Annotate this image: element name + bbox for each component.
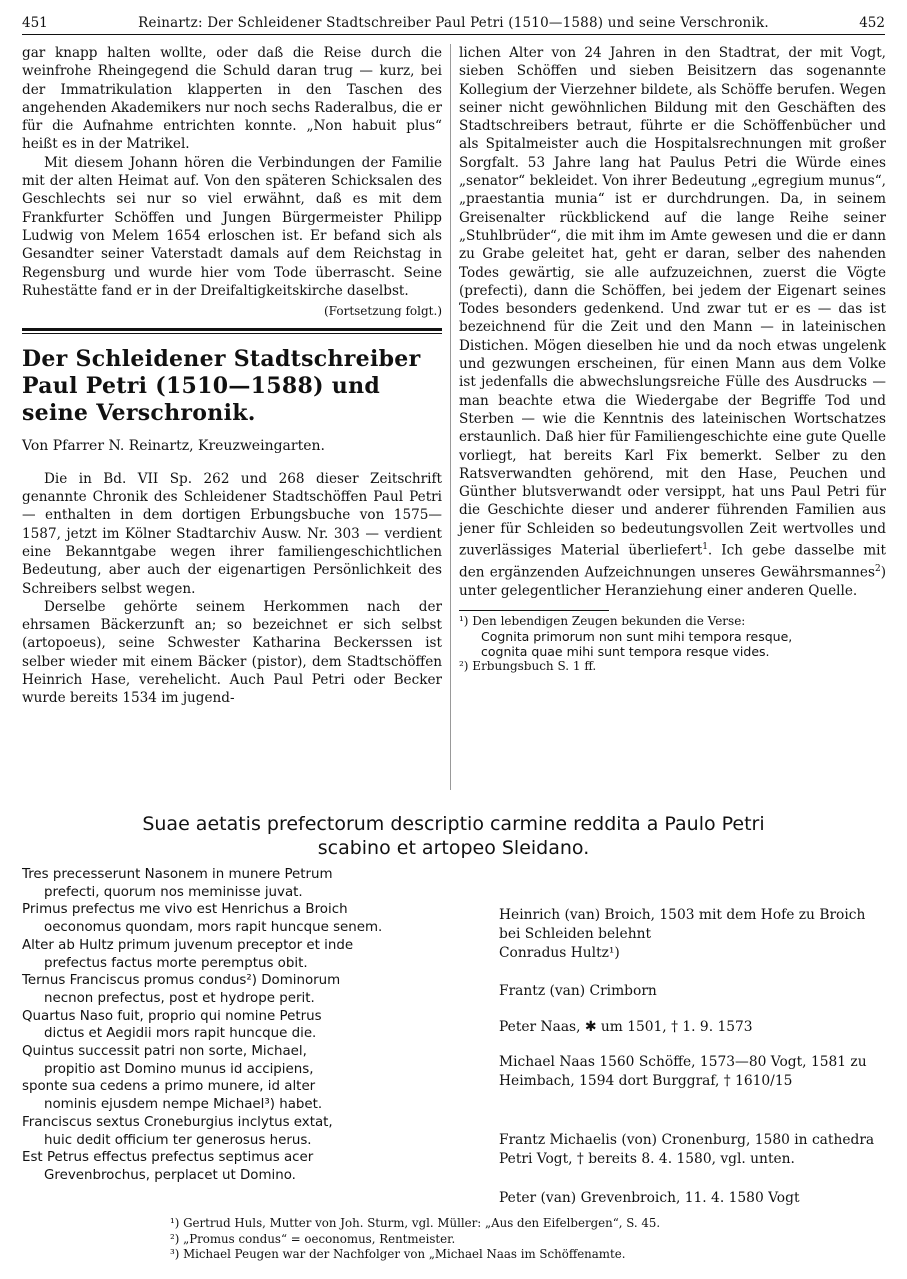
poem-line: dictus et Aegidii mors rapit huncque die. bbox=[44, 1026, 317, 1042]
poem-line: sponte sua cedens a primo munere, id alter bbox=[22, 1079, 316, 1095]
left-column bbox=[22, 44, 442, 708]
annotation: Frantz (van) Crimborn bbox=[499, 983, 657, 999]
paragraph: gar knapp halten wollte, oder daß die Reise durch die weinfrohe Rheingegend die Schuld daran trug — kurz, bei der Immatrikulation klapperten in den Taschen des angehenden Akademikers nur noch sechs Raderalbus, die er für die Aufnahme entrichten konnte. „Non habuit plus“ heißt es in der Matrikel. bbox=[22, 45, 442, 153]
annotation: Conradus Hultz¹) bbox=[499, 945, 620, 961]
paragraph: Die in Bd. VII Sp. 262 und 268 dieser Zeitschrift genannte Chronik des Schleidener Stadtschöffen Paul Petri — enthalten in dem dortigen Erbungsbuche von 1575—1587, jetzt im Kölner Stadtarchiv Ausw. Nr. 303 — verdient eine Bekanntgabe wegen ihrer familiengeschichtlichen Bedeutung, aber auch der eigenartigen Persönlichkeit des Schreibers selbst wegen. bbox=[22, 470, 442, 597]
poem-line: Quintus successit patri non sorte, Michael, bbox=[22, 1044, 307, 1060]
footnote: ¹) Gertrud Huls, Mutter von Joh. Sturm, vgl. Müller: „Aus den Eifelbergen“, S. 45. bbox=[170, 1216, 661, 1230]
poem-line: huic dedit officium ter generosus herus. bbox=[44, 1132, 312, 1148]
footnote: ¹) Den lebendigen Zeugen bekunden die Verse: Cognita primorum non sunt mihi tempora resque, cognita quae mihi sunt tempora resque vides. ²) Erbungsbuch S. 1 ff. bbox=[459, 614, 886, 674]
poem-line: prefectus factus morte peremptus obit. bbox=[44, 955, 308, 971]
footnote-ref: 1 bbox=[702, 542, 708, 553]
page-number-right: 452 bbox=[859, 15, 885, 31]
paragraph: lichen Alter von 24 Jahren in den Stadtrat, der mit Vogt, sieben Schöffen und sieben Beisitzern das sogenannte Kollegium der Vierzehner bildete, als Schöffe berufen. Wegen seiner nicht gewöhnlichen Bildung mit den Geschäften des Stadtschreibers betraut, führte er die Schöffenbücher und als Spitalmeister auch die Hospitalsrechnungen mit großer Sorgfalt. 53 Jahre lang hat Paulus Petri die Würde eines „senator“ bekleidet. Von ihrer Bedeutung „egregium munus“, „praestantia munia“ ist er durchdrungen. Da, in seinem Greisenalter rückblickend auf die lange Reihe seiner „Stuhlbrüder“, die mit ihm im Amte gewesen und die er dann zu Grabe geleitet hat, geht er daran, selber des nahenden Todes gewärtig, sie alle aufzuzeichnen, zuerst die Vögte (prefecti), dann die Schöffen, bei jedem der Eigenart seines Todes besonders gedenkend. Und zwar tut er es — das ist bezeichnend für die Zeit und den Mann — in lateinischen Distichen. Mögen dieselben hie und da noch etwas ungelenk und gezwungen erscheinen, für einen Mann aus dem Volke ist jedenfalls die abwechslungsreiche Fülle des Ausdrucks — man beachte etwa die Wiedergabe der Begriffe Tod und Sterben — wie die Kenntnis des lateinischen Wortschatzes erstaunlich. Daß hier für Familiengeschichte eine gute Quelle vorliegt, hat bereits Karl Fix bemerkt. Selber zu den Ratsverwandten gehörend, mit den Hase, Peuchen und Günther blutsverwandt oder versippt, hat uns Paul Petri für die Geschichte dieser und anderer führenden Familien aus jener für Schleiden so bedeutungsvollen Zeit wertvolles und zuverlässiges Material überliefert$^1$. Ich gebe dasselbe mit den ergänzenden Aufzeichnungen unseres Gewährsmannes$^2$) unter gelegentlicher Heranziehung einer anderen Quelle. bbox=[459, 45, 886, 599]
poem-line: propitio ast Domino munus id accipiens, bbox=[44, 1061, 314, 1077]
poem-line: prefecti, quorum nos meminisse juvat. bbox=[44, 884, 303, 900]
right-column bbox=[459, 44, 886, 674]
poem-line: Alter ab Hultz primum juvenum preceptor et inde bbox=[22, 937, 354, 953]
column-divider bbox=[450, 44, 451, 790]
running-title: Reinartz: Der Schleidener Stadtschreiber Paul Petri (1510—1588) und seine Verschronik. bbox=[138, 15, 769, 31]
footnote: ²) „Promus condus“ = oeconomus, Rentmeister. bbox=[170, 1231, 456, 1246]
poem-line: Ternus Franciscus promus condus²) Dominorum bbox=[22, 973, 341, 989]
footnote-quote: Cognita primorum non sunt mihi tempora resque, bbox=[481, 628, 793, 644]
poem-line: Quartus Naso fuit, proprio qui nomine Petrus bbox=[22, 1008, 322, 1024]
bottom-footnotes bbox=[170, 1216, 890, 1263]
poem-line: Franciscus sextus Croneburgius inclytus extat, bbox=[22, 1114, 333, 1130]
annotation: Michael Naas 1560 Schöffe, 1573—80 Vogt, 1581 zu Heimbach, 1594 dort Burggraf, † 1610/15 bbox=[499, 1054, 867, 1089]
section-rule bbox=[22, 328, 442, 334]
paragraph: Derselbe gehörte seinem Herkommen nach der ehrsamen Bäckerzunft an; so bezeichnet er sich selbst (artopoeus), seine Schwester Katharina Beckerssen ist selber wieder mit einem Bäcker (pistor), dem Stadtschöffen Heinrich Hase, verehelicht. Auch Paul Petri oder Becker wurde bereits 1534 im jugend- bbox=[22, 598, 442, 707]
poem-line: Primus prefectus me vivo est Henrichus a Broich bbox=[22, 902, 348, 918]
annotation: Heinrich (van) Broich, 1503 mit dem Hofe zu Broich bei Schleiden belehnt bbox=[499, 907, 866, 942]
footnote-ref: 2 bbox=[874, 563, 881, 574]
byline: Von Pfarrer N. Reinartz, Kreuzweingarten. bbox=[22, 438, 325, 455]
poem-line: oeconomus quondam, mors rapit huncque senem. bbox=[44, 920, 383, 936]
annotation: Peter Naas, ✱ um 1501, † 1. 9. 1573 bbox=[499, 1019, 753, 1035]
annotation: Frantz Michaelis (von) Cronenburg, 1580 in cathedra Petri Vogt, † bereits 8. 4. 1580, vgl. unten. bbox=[499, 1132, 875, 1167]
article-title: Der Schleidener Stadtschreiber Paul Petri (1510—1588) und seine Verschronik. bbox=[22, 346, 421, 427]
poem-line: necnon prefectus, post et hydrope perit. bbox=[44, 990, 315, 1006]
poem-line: Tres precesserunt Nasonem in munere Petrum bbox=[22, 867, 333, 882]
page-number-left: 451 bbox=[22, 15, 48, 31]
paragraph: Mit diesem Johann hören die Verbindungen der Familie mit der alten Heimat auf. Von den späteren Schicksalen des Geschlechts sei nur so viel erwähnt, daß es mit dem Frankfurter Schöffen und Jungen Bürgermeister Philipp Ludwig von Melem 1654 erloschen ist. Er befand sich als Gesandter seiner Vaterstadt damals auf dem Reichstag in Regensburg und wurde hier vom Tode überrascht. Seine Ruhestätte fand er in der Dreifaltigkeitskirche daselbst. bbox=[22, 154, 442, 299]
poem-line: Est Petrus effectus prefectus septimus acer bbox=[22, 1150, 314, 1166]
poem-line: nominis ejusdem nempe Michael³) habet. bbox=[44, 1097, 323, 1113]
poem-title: Suae aetatis prefectorum descriptio carmine reddita a Paulo Petri scabino et artopeo Sleidano. bbox=[142, 813, 765, 859]
footnote-quote: cognita quae mihi sunt tempora resque vides. bbox=[481, 643, 770, 659]
footnote: ³) Michael Peugen war der Nachfolger von „Michael Naas im Schöffenamte. bbox=[170, 1247, 626, 1261]
continuation-note: (Fortsetzung folgt.) bbox=[324, 304, 442, 319]
annotation: Peter (van) Grevenbroich, 11. 4. 1580 Vogt bbox=[499, 1190, 800, 1206]
poem-line: Grevenbrochus, perplacet ut Domino. bbox=[44, 1167, 296, 1183]
poem bbox=[22, 866, 484, 1185]
running-header bbox=[22, 12, 885, 35]
